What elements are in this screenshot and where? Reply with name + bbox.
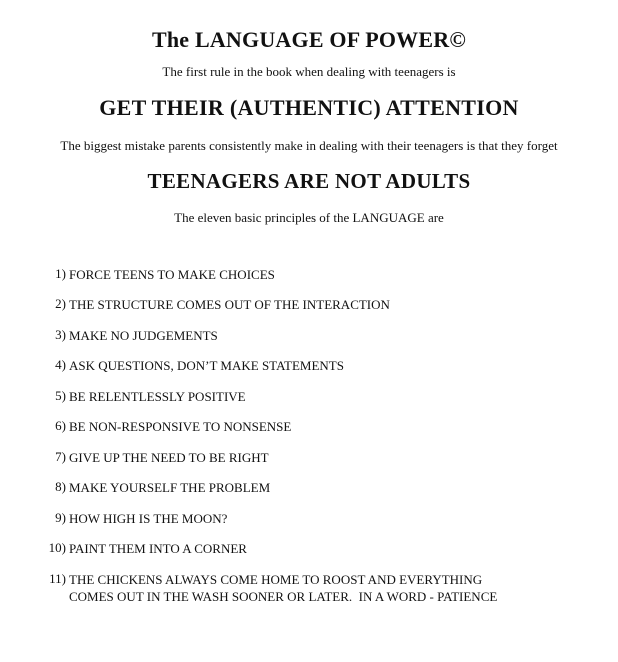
intro-line: The first rule in the book when dealing with teenagers is	[162, 64, 456, 79]
list-item-text: THE STRUCTURE COMES OUT OF THE INTERACTION	[69, 297, 390, 312]
list-item	[46, 418, 291, 435]
list-item-text: HOW HIGH IS THE MOON?	[69, 511, 228, 526]
list-item-number: 1)	[55, 266, 66, 281]
list-item	[46, 296, 390, 313]
list-item	[46, 571, 497, 605]
list-item	[46, 357, 344, 374]
list-item-number: 2)	[55, 296, 66, 311]
list-item-text: THE CHICKENS ALWAYS COME HOME TO ROOST AND EVERYTHING	[69, 572, 483, 587]
mistake-line: The biggest mistake parents consistently make in dealing with their teenagers is that they forget	[60, 138, 558, 153]
list-item-text: BE NON-RESPONSIVE TO NONSENSE	[69, 419, 292, 434]
list-item-text: PAINT THEM INTO A CORNER	[69, 541, 247, 556]
document-title: The LANGUAGE OF POWER©	[152, 27, 466, 52]
list-item-text: BE RELENTLESSLY POSITIVE	[69, 389, 246, 404]
list-item-number: 4)	[55, 357, 66, 372]
list-item	[46, 540, 247, 557]
list-item-number: 5)	[55, 388, 66, 403]
list-item	[46, 510, 227, 527]
list-item	[46, 479, 270, 496]
list-item-text: FORCE TEENS TO MAKE CHOICES	[69, 267, 275, 282]
list-item-number: 7)	[55, 449, 66, 464]
list-item	[46, 327, 218, 344]
list-item-text: GIVE UP THE NEED TO BE RIGHT	[69, 450, 269, 465]
list-item-text-continuation: COMES OUT IN THE WASH SOONER OR LATER. IN A WORD - PATIENCE	[69, 589, 498, 604]
principles-intro: The eleven basic principles of the LANGUAGE are	[174, 210, 444, 225]
list-item-text: MAKE YOURSELF THE PROBLEM	[69, 480, 271, 495]
list-item	[46, 266, 275, 283]
list-item-text: ASK QUESTIONS, DON’T MAKE STATEMENTS	[69, 358, 344, 373]
list-item-number: 6)	[55, 418, 66, 433]
list-item	[46, 388, 246, 405]
list-item-text: MAKE NO JUDGEMENTS	[69, 328, 218, 343]
list-item-number: 11)	[49, 571, 66, 586]
list-item-number: 3)	[55, 327, 66, 342]
heading-teenagers: TEENAGERS ARE NOT ADULTS	[147, 169, 471, 193]
list-item-number: 10)	[48, 540, 66, 555]
heading-attention: GET THEIR (AUTHENTIC) ATTENTION	[99, 95, 519, 120]
list-item-number: 8)	[55, 479, 66, 494]
list-item-number: 9)	[55, 510, 66, 525]
list-item	[46, 449, 269, 466]
